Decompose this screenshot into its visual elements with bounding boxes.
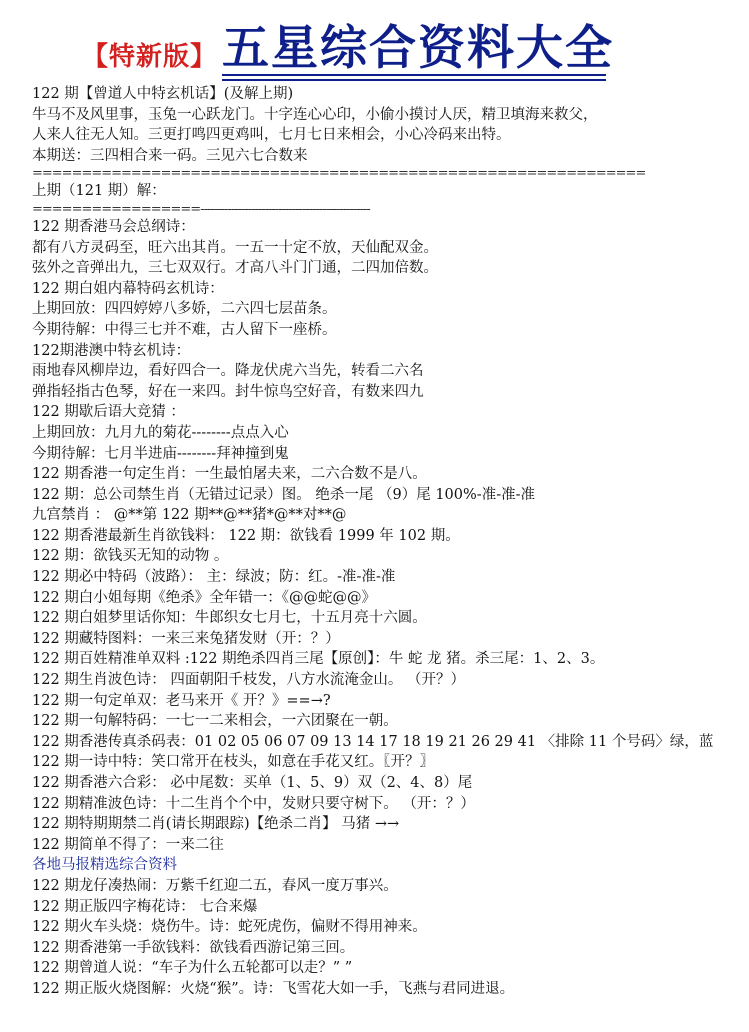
text-line: 122 期【曾道人中特玄机话】(及解上期) [32,86,294,102]
edition-tag: 【特新版】 [82,42,218,72]
text-line: 人来人往无人知。三更打鸣四更鸡叫，七月七日来相会，小心冷码来出特。 [32,127,511,144]
text-line: 122 期必中特码（波路）： 主：绿波；防：红。-准-准-准 [32,569,396,586]
text-line: 九宫禁肖 ： @**第 122 期**@**猪*@**对**@ [32,507,347,524]
text-line: 122 期白小姐每期《绝杀》全年错一：《@@蛇@@》 [32,589,377,606]
text-line: 122 期香港传真杀码表：01 02 05 06 07 09 13 14 17 18 19 21 26 29 41 〈排除 11 个号码〉绿，蓝 [32,733,714,750]
section-heading: 各地马报精选综合资料 [32,857,177,874]
text-line: 122 期一句定单双：老马来开《 开？》==→? [32,692,331,709]
text-line: 122 期一诗中特：笑口常开在枝头，如意在手花又红。〖开？〗 [32,754,435,771]
document-header [0,0,749,86]
text-line: 上期（121 期）解： [32,183,166,200]
text-line: 122期港澳中特玄机诗： [32,342,191,359]
text-line: 122 期正版火烧图解：火烧“猴”。诗：飞雪花大如一手，飞燕与君同进退。 [32,980,515,997]
separator-line: =================-------------------------------------------------- [32,201,370,217]
text-line: 122 期火车头烧：烧伤牛。诗：蛇死虎伤，偏财不得用神来。 [32,919,427,936]
text-line: 122 期香港第一手欲钱料：欲钱看西游记第三回。 [32,939,355,956]
text-line: 122 期曾道人说：“车子为什么五轮都可以走？” ” [32,960,353,977]
text-line: 122 期一句解特码：一七一二来相会，一六团聚在一朝。 [32,713,398,730]
text-line: 122 期香港一句定生肖：一生最怕屠夫来，二六合数不是八。 [32,466,427,483]
text-line: 122 期生肖波色诗： 四面朝阳千枝发，八方水流淹金山。 （开？） [32,672,466,689]
document-title: 五星综合资料大全 [222,21,614,76]
text-line: 122 期简单不得了：一来二往 [32,836,224,853]
text-line: 122 期特期期禁二肖(请长期跟踪)【绝杀二肖】 马猪 →→ [32,816,400,833]
text-line: 今期待解：中得三七并不难，古人留下一座桥。 [32,321,337,338]
text-line: 122 期：总公司禁生肖（无错过记录）图。 绝杀一尾 （9）尾 100%-准-准-准 [32,486,535,503]
text-line: 122 期白姐梦里话你知：牛郎织女七月七，十五月亮十六圆。 [32,610,427,627]
text-line: 122 期香港最新生肖欲钱料： 122 期：欲钱看 1999 年 102 期。 [32,527,460,544]
text-line: 122 期藏特图料：一来三来兔猪发财（开：？） [32,630,340,647]
separator-line: ============================================================== [32,166,646,182]
text-line: 122 期：欲钱买无知的动物 。 [32,548,229,565]
text-line: 122 期百姓精准单双料 :122 期绝杀四肖三尾【原创】：牛 蛇 龙 猪。杀三尾：1、2、3。 [32,651,605,668]
text-line: 上期回放：九月九的菊花--------点点入心 [32,424,289,441]
text-line: 都有八方灵码至，旺六出其肖。一五一十定不放，天仙配双金。 [32,239,438,256]
title-underline [222,74,606,81]
text-line: 122 期白姐内幕特码玄机诗： [32,280,224,297]
text-line: 122 期正版四字梅花诗： 七合来爆 [32,898,258,915]
text-line: 122 期龙仔凑热闹：万紫千红迎二五，春风一度万事兴。 [32,877,398,894]
text-line: 122 期歇后语大竞猜 ： [32,404,185,421]
text-line: 上期回放：四四婷婷八多娇，二六四七层苗条。 [32,301,337,318]
text-line: 雨地春风柳岸边，看好四合一。降龙伏虎六当先，转看二六名 [32,363,424,380]
text-line: 本期送：三四相合来一码。三见六七合数来 [32,147,308,164]
text-line: 弹指轻指古色琴，好在一来四。封牛惊鸟空好音，有数来四九 [32,383,424,400]
text-line: 弦外之音弹出九，三七双双行。才高八斗门门通，二四加倍数。 [32,260,438,277]
text-line: 牛马不及风里事，玉兔一心跃龙门。十字连心心印，小偷小摸讨人厌，精卫填海来救父， [32,106,598,123]
text-line: 122 期香港六合彩： 必中尾数：买单（1、5、9）双（2、4、8）尾 [32,775,473,791]
text-line: 今期待解：七月半进庙--------拜神撞到鬼 [32,445,289,462]
text-line: 122 期精准波色诗：十二生肖个个中，发财只要守树下。 （开：？） [32,795,475,812]
document-body [32,84,744,1000]
text-line: 122 期香港马会总纲诗： [32,218,195,235]
